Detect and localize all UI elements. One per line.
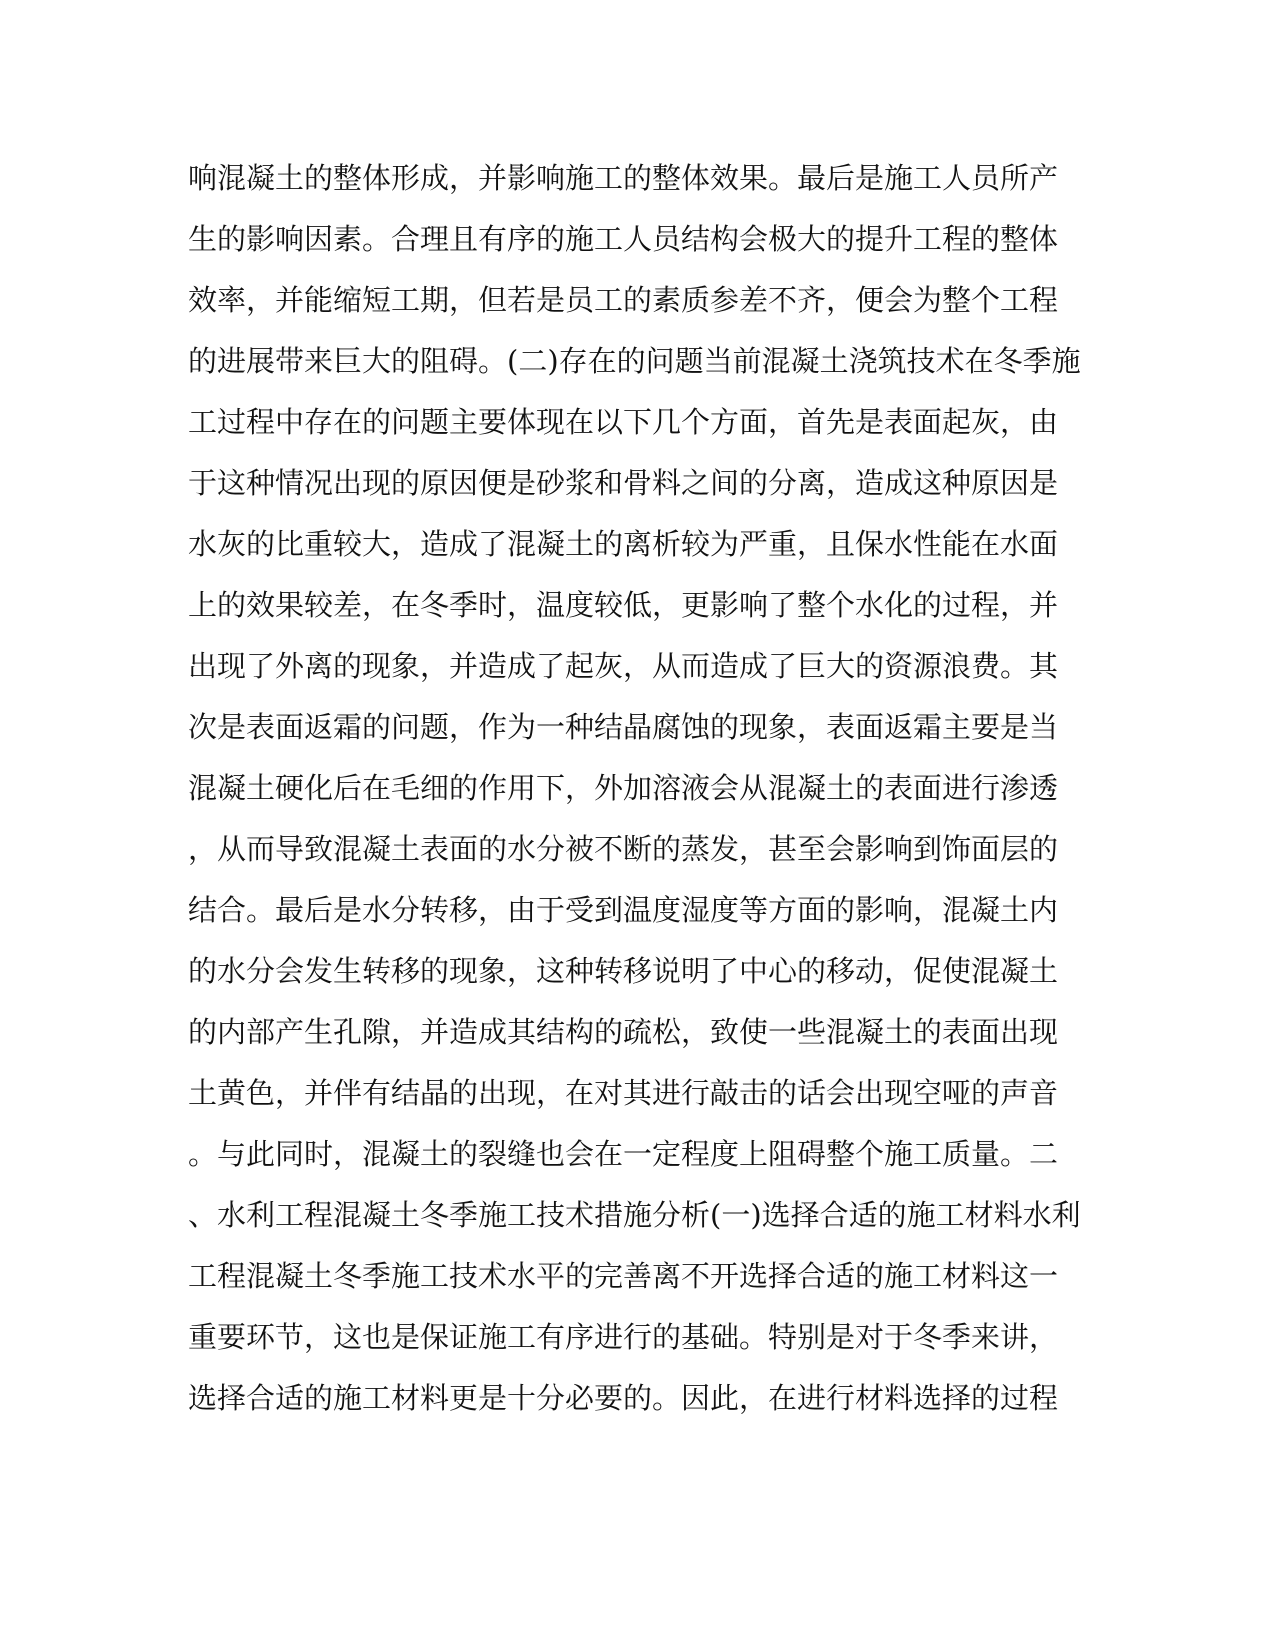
text-line: 于这种情况出现的原因便是砂浆和骨料之间的分离，造成这种原因是 — [188, 466, 1059, 500]
text-line: 、水利工程混凝土冬季施工技术措施分析(一)选择合适的施工材料水利 — [188, 1198, 1081, 1232]
text-line: 工过程中存在的问题主要体现在以下几个方面，首先是表面起灰，由 — [188, 405, 1059, 439]
text-line: ，从而导致混凝土表面的水分被不断的蒸发，甚至会影响到饰面层的 — [188, 832, 1059, 866]
text-line: 的水分会发生转移的现象，这种转移说明了中心的移动，促使混凝土 — [188, 954, 1059, 988]
text-line: 的进展带来巨大的阻碍。(二)存在的问题当前混凝土浇筑技术在冬季施 — [188, 344, 1081, 378]
text-line: 。与此同时，混凝土的裂缝也会在一定程度上阻碍整个施工质量。二 — [188, 1137, 1059, 1171]
text-line: 出现了外离的现象，并造成了起灰，从而造成了巨大的资源浪费。其 — [188, 649, 1059, 683]
body-text — [188, 158, 1088, 1439]
text-line: 上的效果较差，在冬季时，温度较低，更影响了整个水化的过程，并 — [188, 588, 1059, 622]
text-line: 土黄色，并伴有结晶的出现，在对其进行敲击的话会出现空哑的声音 — [188, 1076, 1059, 1110]
text-line: 混凝土硬化后在毛细的作用下，外加溶液会从混凝土的表面进行渗透 — [188, 771, 1059, 805]
text-line: 选择合适的施工材料更是十分必要的。因此，在进行材料选择的过程 — [188, 1381, 1059, 1415]
text-line: 响混凝土的整体形成，并影响施工的整体效果。最后是施工人员所产 — [188, 161, 1059, 195]
text-line: 结合。最后是水分转移，由于受到温度湿度等方面的影响，混凝土内 — [188, 893, 1059, 927]
text-line: 水灰的比重较大，造成了混凝土的离析较为严重，且保水性能在水面 — [188, 527, 1059, 561]
text-line: 生的影响因素。合理且有序的施工人员结构会极大的提升工程的整体 — [188, 222, 1059, 256]
text-line: 的内部产生孔隙，并造成其结构的疏松，致使一些混凝土的表面出现 — [188, 1015, 1059, 1049]
text-line: 效率，并能缩短工期，但若是员工的素质参差不齐，便会为整个工程 — [188, 283, 1059, 317]
text-line: 重要环节，这也是保证施工有序进行的基础。特别是对于冬季来讲， — [188, 1320, 1059, 1354]
text-line: 工程混凝土冬季施工技术水平的完善离不开选择合适的施工材料这一 — [188, 1259, 1059, 1293]
text-line: 次是表面返霜的问题，作为一种结晶腐蚀的现象，表面返霜主要是当 — [188, 710, 1059, 744]
